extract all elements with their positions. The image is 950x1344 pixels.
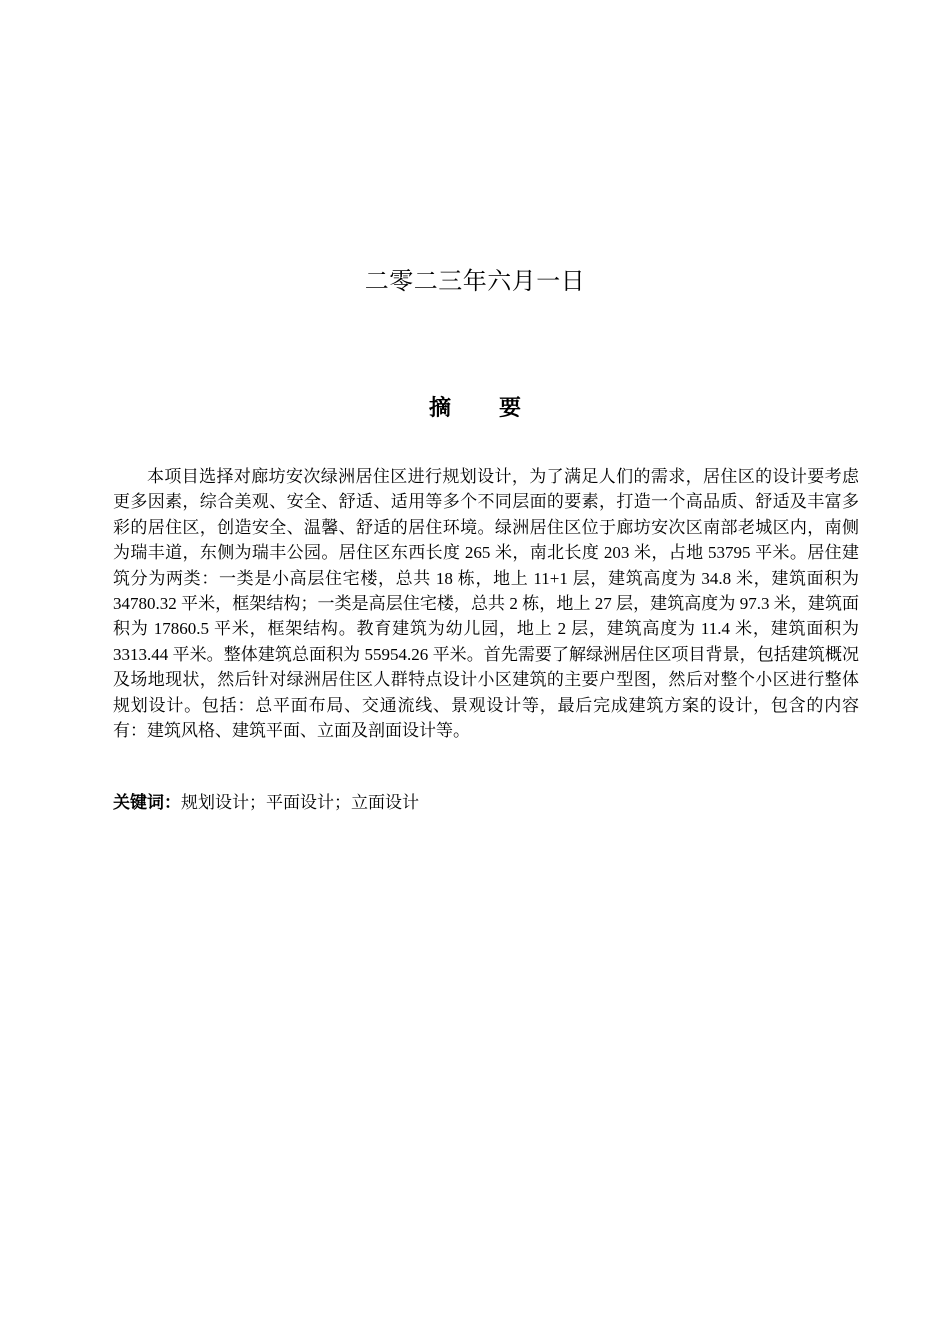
keywords-value: 规划设计；平面设计；立面设计 (181, 793, 419, 812)
keywords-label: 关键词： (113, 793, 181, 813)
keywords-line (113, 790, 859, 816)
abstract-title: 摘要 (428, 396, 569, 421)
abstract-body: 本项目选择对廊坊安次绿洲居住区进行规划设计，为了满足人们的需求，居住区的设计要考虑更多因素，综合美观、安全、舒适、适用等多个不同层面的要素，打造一个高品质、舒适及丰富多彩的居住区，创造安全、温馨、舒适的居住环境。绿洲居住区位于廊坊安次区南部老城区内，南侧为瑞丰道，东侧为瑞丰公园。居住区东西长度 265 米，南北长度 203 米，占地 53795 平米。居住建筑分为两类：一类是小高层住宅楼，总共 18 栋，地上 11+1 层，建筑高度为 34.8 米，建筑面积为 34780.32 平米，框架结构；一类是高层住宅楼，总共 2 栋，地上 27 层，建筑高度为 97.3 米，建筑面积为 17860.5 平米，框架结构。教育建筑为幼儿园，地上 2 层，建筑高度为 11.4 米，建筑面积为 3313.44 平米。整体建筑总面积为 55954.26 平米。首先需要了解绿洲居住区项目背景，包括建筑概况及场地现状，然后针对绿洲居住区人群特点设计小区建筑的主要户型图，然后对整个小区进行整体规划设计。包括：总平面布局、交通流线、景观设计等，最后完成建筑方案的设计，包含的内容有：建筑风格、建筑平面、立面及剖面设计等。 (113, 467, 859, 741)
date-line: 二零二三年六月一日 (364, 269, 586, 295)
